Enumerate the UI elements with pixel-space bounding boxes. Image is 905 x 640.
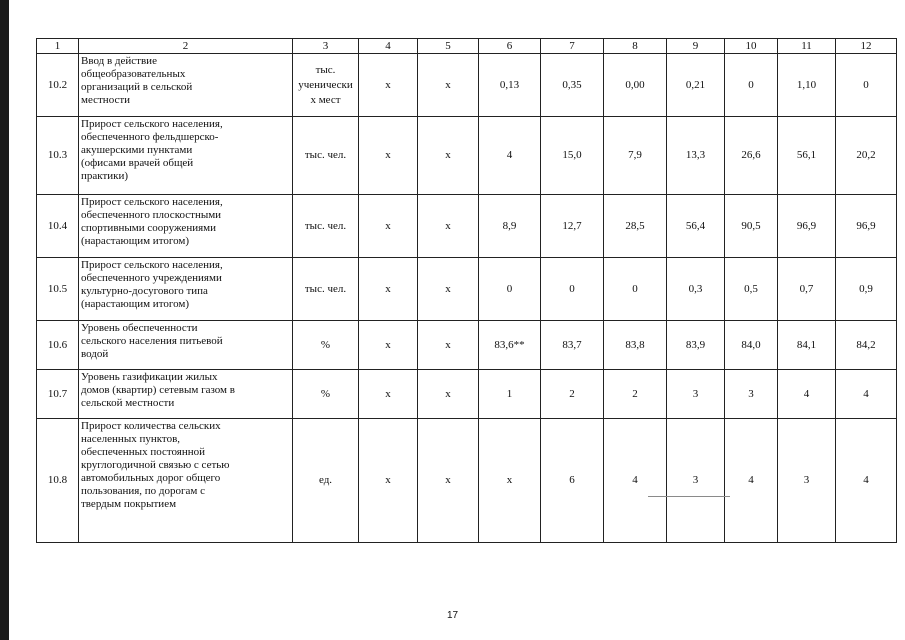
value-cell: х: [418, 54, 479, 117]
value-cell: 1,10: [778, 54, 836, 117]
value-cell: 83,8: [604, 321, 667, 370]
value-cell: 3: [667, 419, 725, 543]
header-cell: 5: [418, 39, 479, 54]
value-cell: 0: [725, 54, 778, 117]
table-row: [37, 54, 897, 117]
value-cell: х: [359, 54, 418, 117]
value-cell: 0,13: [479, 54, 541, 117]
unit-cell: тыс. чел.: [293, 117, 359, 195]
value-cell: 4: [778, 370, 836, 419]
indicator-description: Прирост сельского населения, обеспеченного фельдшерско- акушерскими пунктами (офисами врачей общей практики): [79, 117, 293, 195]
header-cell: 12: [836, 39, 897, 54]
value-cell: 0,5: [725, 258, 778, 321]
value-cell: х: [359, 258, 418, 321]
value-cell: 0,21: [667, 54, 725, 117]
value-cell: 20,2: [836, 117, 897, 195]
value-cell: 4: [725, 419, 778, 543]
page-number: 17: [446, 610, 459, 621]
row-number: 10.5: [37, 258, 79, 321]
value-cell: 0: [836, 54, 897, 117]
row-number: 10.7: [37, 370, 79, 419]
value-cell: х: [359, 117, 418, 195]
unit-cell: %: [293, 370, 359, 419]
unit-cell: тыс. чел.: [293, 195, 359, 258]
table-row: [37, 117, 897, 195]
value-cell: х: [479, 419, 541, 543]
indicator-description: Прирост сельского населения, обеспеченного плоскостными спортивными сооружениями (нарастающим итогом): [79, 195, 293, 258]
header-cell: 6: [479, 39, 541, 54]
header-cell: 10: [725, 39, 778, 54]
value-cell: 13,3: [667, 117, 725, 195]
row-number: 10.3: [37, 117, 79, 195]
header-cell: 4: [359, 39, 418, 54]
header-cell: 9: [667, 39, 725, 54]
value-cell: х: [418, 321, 479, 370]
value-cell: 0,9: [836, 258, 897, 321]
row-number: 10.4: [37, 195, 79, 258]
value-cell: х: [418, 195, 479, 258]
value-cell: 0,35: [541, 54, 604, 117]
value-cell: х: [359, 321, 418, 370]
unit-cell: тыс. ученически х мест: [293, 54, 359, 117]
value-cell: х: [418, 258, 479, 321]
value-cell: 0: [604, 258, 667, 321]
value-cell: 15,0: [541, 117, 604, 195]
value-cell: 56,1: [778, 117, 836, 195]
value-cell: 3: [725, 370, 778, 419]
value-cell: 2: [541, 370, 604, 419]
value-cell: 90,5: [725, 195, 778, 258]
value-cell: 3: [778, 419, 836, 543]
header-cell: 11: [778, 39, 836, 54]
value-cell: 83,6**: [479, 321, 541, 370]
value-cell: 96,9: [778, 195, 836, 258]
value-cell: х: [418, 419, 479, 543]
row-number: 10.6: [37, 321, 79, 370]
value-cell: 84,1: [778, 321, 836, 370]
value-cell: 26,6: [725, 117, 778, 195]
value-cell: х: [359, 195, 418, 258]
indicator-description: Прирост сельского населения, обеспеченного учреждениями культурно-досугового типа (нарастающим итогом): [79, 258, 293, 321]
value-cell: 4: [836, 419, 897, 543]
value-cell: 7,9: [604, 117, 667, 195]
value-cell: 12,7: [541, 195, 604, 258]
header-row: [37, 39, 897, 54]
value-cell: 84,2: [836, 321, 897, 370]
table-row: [37, 370, 897, 419]
value-cell: 0,00: [604, 54, 667, 117]
value-cell: 1: [479, 370, 541, 419]
header-cell: 3: [293, 39, 359, 54]
header-cell: 1: [37, 39, 79, 54]
value-cell: 0: [541, 258, 604, 321]
scan-line: [648, 496, 730, 497]
value-cell: 3: [667, 370, 725, 419]
unit-cell: ед.: [293, 419, 359, 543]
scan-edge: [0, 0, 9, 640]
indicator-description: Уровень газификации жилых домов (квартир) сетевым газом в сельской местности: [79, 370, 293, 419]
value-cell: 0: [479, 258, 541, 321]
row-number: 10.2: [37, 54, 79, 117]
value-cell: 56,4: [667, 195, 725, 258]
value-cell: 0,3: [667, 258, 725, 321]
table-row: [37, 195, 897, 258]
value-cell: 83,7: [541, 321, 604, 370]
value-cell: 0,7: [778, 258, 836, 321]
value-cell: 4: [836, 370, 897, 419]
value-cell: 6: [541, 419, 604, 543]
value-cell: 8,9: [479, 195, 541, 258]
value-cell: 84,0: [725, 321, 778, 370]
header-cell: 2: [79, 39, 293, 54]
value-cell: х: [359, 370, 418, 419]
row-number: 10.8: [37, 419, 79, 543]
value-cell: х: [359, 419, 418, 543]
value-cell: 2: [604, 370, 667, 419]
indicator-description: Ввод в действие общеобразовательных организаций в сельской местности: [79, 54, 293, 117]
table-row: [37, 321, 897, 370]
header-cell: 7: [541, 39, 604, 54]
unit-cell: тыс. чел.: [293, 258, 359, 321]
value-cell: 4: [604, 419, 667, 543]
data-table: [36, 38, 897, 543]
table-row: [37, 258, 897, 321]
value-cell: 83,9: [667, 321, 725, 370]
indicator-description: Уровень обеспеченности сельского населения питьевой водой: [79, 321, 293, 370]
value-cell: 28,5: [604, 195, 667, 258]
value-cell: х: [418, 370, 479, 419]
value-cell: 4: [479, 117, 541, 195]
unit-cell: %: [293, 321, 359, 370]
indicator-description: Прирост количества сельских населенных пунктов, обеспеченных постоянной круглогодичной связью с сетью автомобильных дорог общего пользования, по дорогам с твердым покрытием: [79, 419, 293, 543]
value-cell: х: [418, 117, 479, 195]
header-cell: 8: [604, 39, 667, 54]
value-cell: 96,9: [836, 195, 897, 258]
table-row: [37, 419, 897, 543]
